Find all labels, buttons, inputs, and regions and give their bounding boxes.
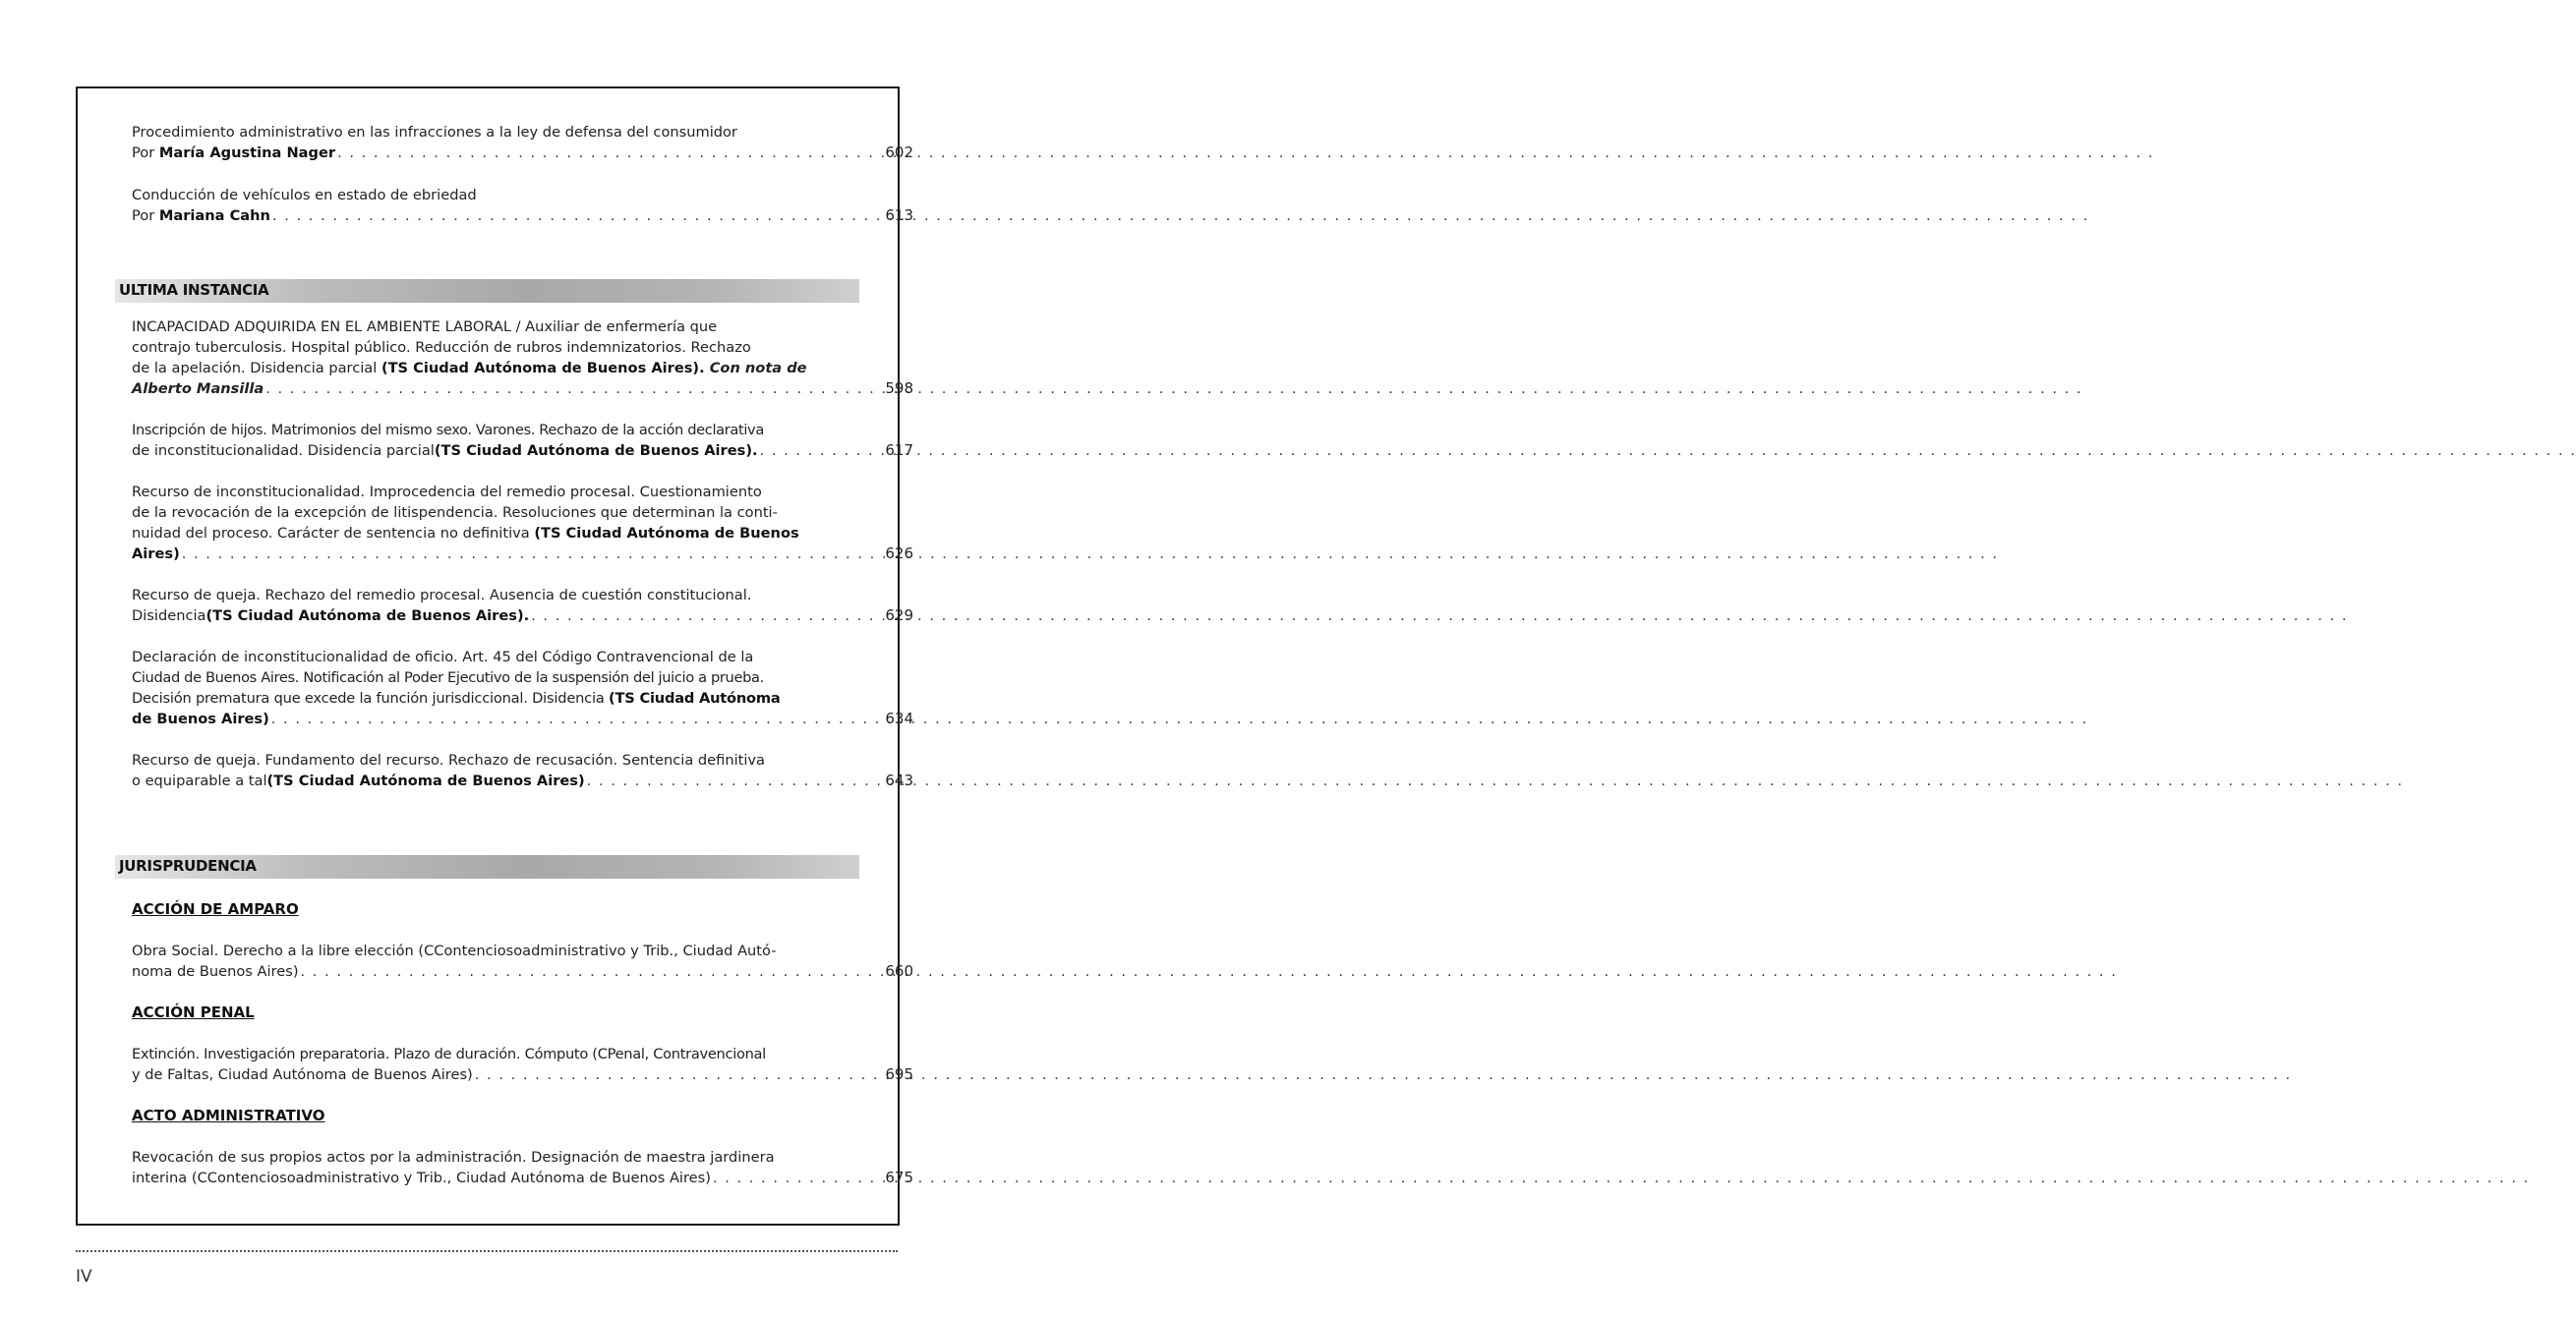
subsection-title: ACTO ADMINISTRATIVO (132, 1107, 325, 1124)
entry-text: o equiparable a tal (132, 773, 267, 789)
court-name: (TS Ciudad Autónoma de Buenos Aires). (381, 360, 705, 376)
entry-text: interina (CContenciosoadministrativo y Trib., Ciudad Autónoma de Buenos Aires) (132, 1170, 711, 1186)
court-name: (TS Ciudad Autónoma de Buenos (534, 525, 799, 542)
subsection-title: ACCIÓN PENAL (132, 1003, 255, 1021)
footer-divider (76, 1250, 898, 1252)
note-author: Alberto Mansilla (132, 380, 264, 397)
page-number: 617 (885, 441, 913, 459)
leader-dots (713, 1168, 2530, 1188)
page-number: 598 (885, 379, 913, 397)
court-name: (TS Ciudad Autónoma de Buenos Aires). (205, 607, 530, 624)
entry-author-line (132, 143, 854, 163)
entry-text: noma de Buenos Aires) (132, 963, 299, 980)
entry-text: y de Faltas, Ciudad Autónoma de Buenos Aires) (132, 1066, 473, 1083)
toc-entry (132, 585, 913, 626)
entry-line: contrajo tuberculosis. Hospital público. Reducción de rubros indemnizatorios. Rechazo (132, 339, 751, 356)
toc-entry (132, 316, 913, 399)
entry-text: Disidencia (132, 607, 206, 624)
entry-line: Extinción. Investigación preparatoria. Plazo de duración. Cómputo (CPenal, Contravencional (132, 1046, 766, 1062)
court-name: (TS Ciudad Autónoma de Buenos Aires). (434, 442, 758, 459)
entry-title: Conducción de vehículos en estado de ebriedad (132, 187, 477, 203)
leader-dots (475, 1064, 2292, 1085)
index-frame (76, 86, 913, 1226)
page-number: 660 (885, 962, 913, 980)
entry-last-line (132, 378, 854, 399)
entry-last-line (132, 709, 854, 729)
court-name: (TS Ciudad Autónoma de Buenos Aires) (266, 773, 585, 789)
section-band-ultima-instancia (115, 279, 859, 303)
leader-dots (272, 205, 2089, 226)
entry-last-line (132, 961, 854, 982)
toc-entry (132, 750, 913, 791)
page-number: 613 (885, 206, 913, 224)
entry-line: Ciudad de Buenos Aires. Notificación al Poder Ejecutivo de la suspensión del juicio a prueba. (132, 669, 764, 686)
toc-entry (132, 1044, 913, 1085)
entry-line: Recurso de queja. Fundamento del recurso. Rechazo de recusación. Sentencia definitiva (132, 752, 766, 769)
leader-dots (182, 544, 1999, 564)
page-number: 675 (885, 1169, 913, 1186)
page-number: 629 (885, 606, 913, 624)
section-heading: ULTIMA INSTANCIA (119, 281, 269, 299)
entry-line: de la revocación de la excepción de litispendencia. Resoluciones que determinan la conti- (132, 504, 778, 521)
entry-line: Inscripción de hijos. Matrimonios del mismo sexo. Varones. Rechazo de la acción declarativa (132, 422, 764, 438)
entry-author: María Agustina Nager (158, 144, 336, 161)
entry-line (132, 688, 854, 709)
entry-author-line (132, 205, 854, 226)
entry-author: Mariana Cahn (158, 207, 270, 224)
entry-last-line (132, 1168, 854, 1188)
entry-text: de inconstitucionalidad. Disidencia parcial (132, 442, 435, 459)
toc-entry (132, 647, 913, 729)
page-number: 602 (885, 143, 913, 161)
entry-line (132, 523, 854, 544)
entry-line: Declaración de inconstitucionalidad de oficio. Art. 45 del Código Contravencional de la (132, 649, 754, 665)
entry-line: Recurso de inconstitucionalidad. Improcedencia del remedio procesal. Cuestionamiento (132, 484, 762, 500)
entry-last-line (132, 440, 854, 461)
entry-line: Revocación de sus propios actos por la administración. Designación de maestra jardinera (132, 1149, 775, 1166)
leader-dots (531, 605, 2348, 626)
entry-text: Decisión prematura que excede la función jurisdiccional. Disidencia (132, 690, 610, 707)
subsection-title: ACCIÓN DE AMPARO (132, 900, 299, 918)
entry-last-line (132, 771, 854, 791)
toc-entry (132, 122, 913, 163)
entry-title: Procedimiento administrativo en las infracciones a la ley de defensa del consumidor (132, 124, 737, 141)
entry-line: Obra Social. Derecho a la libre elección (CContenciosoadministrativo y Trib., Ciudad Autó- (132, 943, 777, 959)
leader-dots (265, 378, 2082, 399)
entry-text: nuidad del proceso. Carácter de sentencia no definitiva (132, 525, 535, 542)
page-number: 643 (885, 772, 913, 789)
folio-number: IV (76, 1267, 92, 1287)
note-label: Con nota de (704, 360, 807, 376)
toc-entry (132, 1147, 913, 1188)
section-heading: JURISPRUDENCIA (119, 857, 257, 875)
entry-by: Por (132, 207, 155, 224)
entry-last-line (132, 1064, 854, 1085)
leader-dots (760, 440, 2576, 461)
entry-last-line (132, 605, 854, 626)
page-number: 634 (885, 710, 913, 727)
entry-last-line (132, 544, 854, 564)
court-name: (TS Ciudad Autónoma (609, 690, 781, 707)
toc-entry (132, 941, 913, 982)
toc-entry (132, 482, 913, 564)
entry-text: de la apelación. Disidencia parcial (132, 360, 381, 376)
page-number: 695 (885, 1065, 913, 1083)
entry-line: Recurso de queja. Rechazo del remedio procesal. Ausencia de cuestión constitucional. (132, 587, 752, 603)
toc-entry (132, 185, 913, 226)
entry-by: Por (132, 144, 155, 161)
entry-line: INCAPACIDAD ADQUIRIDA EN EL AMBIENTE LABORAL / Auxiliar de enfermería que (132, 318, 718, 335)
court-name: Aires) (132, 545, 180, 562)
leader-dots (271, 709, 2088, 729)
leader-dots (337, 143, 2154, 163)
leader-dots (301, 961, 2118, 982)
court-name: de Buenos Aires) (132, 711, 269, 727)
page-number: 626 (885, 544, 913, 562)
section-band-jurisprudencia (115, 855, 859, 879)
toc-entry (132, 420, 913, 461)
entry-line (132, 358, 854, 378)
